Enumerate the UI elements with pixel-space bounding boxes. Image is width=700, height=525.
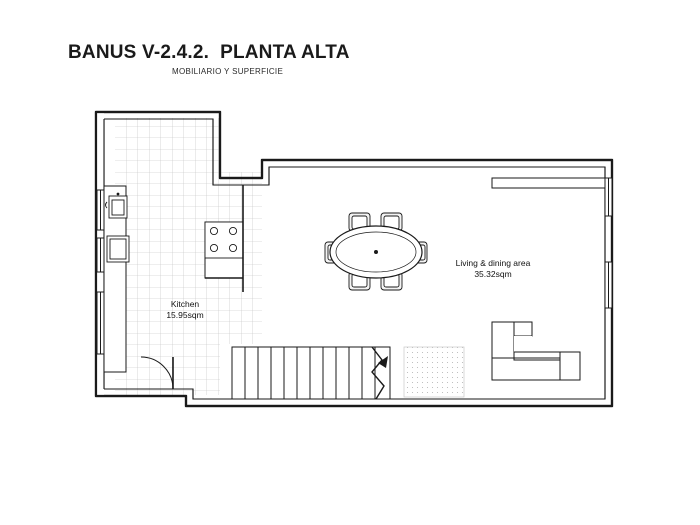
living-name: Living & dining area bbox=[455, 258, 531, 268]
room-label-kitchen bbox=[140, 299, 230, 321]
kitchen-floor-tiles bbox=[115, 118, 220, 395]
sink-icon bbox=[106, 193, 128, 218]
kitchen-name: Kitchen bbox=[170, 299, 200, 309]
living-area: 35.32sqm bbox=[474, 269, 512, 279]
window-left bbox=[97, 190, 104, 354]
stair-void bbox=[404, 347, 464, 397]
staircase-icon bbox=[232, 347, 390, 399]
page-subtitle: MOBILIARIO Y SUPERFICIE bbox=[172, 67, 284, 76]
wall-recess-top-right bbox=[492, 178, 605, 188]
page-title: BANUS V-2.4.2. PLANTA ALTA bbox=[68, 42, 350, 63]
washing-machine-icon bbox=[107, 236, 129, 262]
kitchen-island bbox=[205, 222, 243, 278]
room-label-living bbox=[408, 258, 578, 280]
kitchen-area: 15.95sqm bbox=[166, 310, 204, 320]
